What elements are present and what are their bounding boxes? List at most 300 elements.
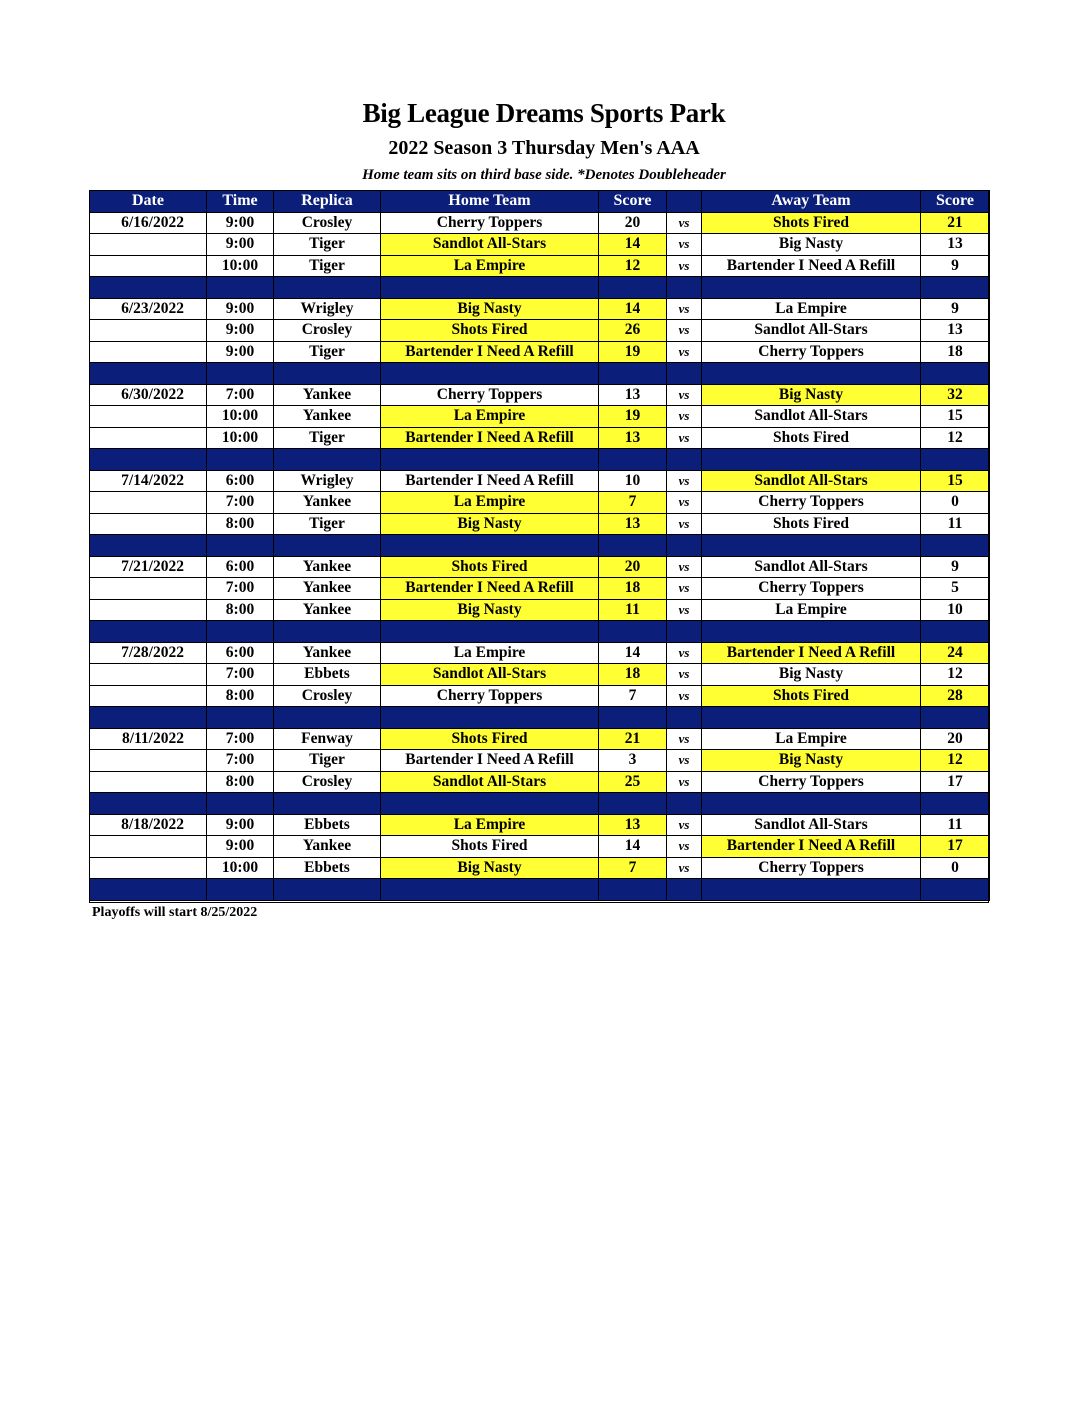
col-header-away-score: Score — [921, 191, 990, 213]
game-row — [90, 771, 990, 793]
separator-cell — [90, 879, 207, 901]
game-date — [90, 857, 207, 879]
game-date: 6/30/2022 — [90, 384, 207, 406]
separator-cell — [702, 535, 921, 557]
home-score: 19 — [599, 406, 667, 428]
vs-label: vs — [667, 728, 702, 750]
game-time: 9:00 — [207, 341, 274, 363]
home-score: 3 — [599, 750, 667, 772]
separator-cell — [921, 879, 990, 901]
away-team: Cherry Toppers — [702, 857, 921, 879]
game-time: 7:00 — [207, 728, 274, 750]
separator-cell — [207, 621, 274, 643]
week-separator — [90, 621, 990, 643]
separator-cell — [599, 707, 667, 729]
vs-label: vs — [667, 685, 702, 707]
vs-label: vs — [667, 642, 702, 664]
vs-label: vs — [667, 234, 702, 256]
separator-cell — [381, 621, 599, 643]
vs-label: vs — [667, 556, 702, 578]
game-replica: Wrigley — [274, 298, 381, 320]
game-date: 6/23/2022 — [90, 298, 207, 320]
separator-cell — [90, 363, 207, 385]
game-date: 7/21/2022 — [90, 556, 207, 578]
schedule-table — [89, 190, 990, 901]
col-header-replica: Replica — [274, 191, 381, 213]
away-score: 11 — [921, 513, 990, 535]
separator-cell — [667, 277, 702, 299]
game-time: 7:00 — [207, 492, 274, 514]
home-team: Shots Fired — [381, 556, 599, 578]
game-time: 8:00 — [207, 771, 274, 793]
game-time: 9:00 — [207, 836, 274, 858]
away-team: Cherry Toppers — [702, 492, 921, 514]
game-row — [90, 664, 990, 686]
vs-label: vs — [667, 814, 702, 836]
separator-cell — [667, 707, 702, 729]
away-score: 9 — [921, 255, 990, 277]
vs-label: vs — [667, 406, 702, 428]
home-team: Sandlot All-Stars — [381, 664, 599, 686]
away-team: Big Nasty — [702, 384, 921, 406]
home-score: 20 — [599, 212, 667, 234]
home-team: Sandlot All-Stars — [381, 234, 599, 256]
game-date — [90, 492, 207, 514]
week-separator — [90, 363, 990, 385]
separator-cell — [381, 449, 599, 471]
away-score: 17 — [921, 771, 990, 793]
separator-cell — [90, 535, 207, 557]
home-team: Bartender I Need A Refill — [381, 750, 599, 772]
home-team: Big Nasty — [381, 599, 599, 621]
separator-cell — [381, 363, 599, 385]
home-score: 13 — [599, 427, 667, 449]
game-date: 8/18/2022 — [90, 814, 207, 836]
week-separator — [90, 535, 990, 557]
game-time: 7:00 — [207, 750, 274, 772]
game-replica: Yankee — [274, 556, 381, 578]
away-team: Big Nasty — [702, 234, 921, 256]
separator-cell — [90, 277, 207, 299]
vs-label: vs — [667, 664, 702, 686]
away-team: Shots Fired — [702, 427, 921, 449]
game-time: 7:00 — [207, 578, 274, 600]
game-replica: Yankee — [274, 599, 381, 621]
away-score: 12 — [921, 664, 990, 686]
away-team: Big Nasty — [702, 750, 921, 772]
game-replica: Yankee — [274, 406, 381, 428]
separator-cell — [702, 621, 921, 643]
separator-cell — [207, 535, 274, 557]
game-date — [90, 771, 207, 793]
away-score: 9 — [921, 298, 990, 320]
vs-label: vs — [667, 470, 702, 492]
separator-cell — [921, 535, 990, 557]
game-replica: Tiger — [274, 341, 381, 363]
home-team: Bartender I Need A Refill — [381, 341, 599, 363]
away-score: 28 — [921, 685, 990, 707]
separator-cell — [381, 793, 599, 815]
game-row — [90, 642, 990, 664]
home-score: 7 — [599, 492, 667, 514]
away-team: Sandlot All-Stars — [702, 814, 921, 836]
game-replica: Tiger — [274, 255, 381, 277]
col-header-away-team: Away Team — [702, 191, 921, 213]
home-team: Bartender I Need A Refill — [381, 470, 599, 492]
home-team: Shots Fired — [381, 320, 599, 342]
separator-cell — [274, 621, 381, 643]
game-date — [90, 234, 207, 256]
separator-cell — [274, 449, 381, 471]
home-score: 14 — [599, 298, 667, 320]
game-date — [90, 513, 207, 535]
separator-cell — [381, 535, 599, 557]
game-date: 7/28/2022 — [90, 642, 207, 664]
away-team: Cherry Toppers — [702, 578, 921, 600]
separator-cell — [90, 621, 207, 643]
separator-cell — [702, 879, 921, 901]
game-replica: Tiger — [274, 427, 381, 449]
away-score: 21 — [921, 212, 990, 234]
game-time: 6:00 — [207, 642, 274, 664]
vs-label: vs — [667, 255, 702, 277]
game-row — [90, 836, 990, 858]
game-time: 10:00 — [207, 427, 274, 449]
game-row — [90, 384, 990, 406]
home-score: 14 — [599, 642, 667, 664]
game-date: 8/11/2022 — [90, 728, 207, 750]
away-score: 11 — [921, 814, 990, 836]
game-replica: Ebbets — [274, 664, 381, 686]
home-score: 11 — [599, 599, 667, 621]
game-time: 9:00 — [207, 212, 274, 234]
away-team: Bartender I Need A Refill — [702, 836, 921, 858]
separator-cell — [702, 449, 921, 471]
away-team: Shots Fired — [702, 685, 921, 707]
game-date — [90, 320, 207, 342]
separator-cell — [274, 793, 381, 815]
game-date — [90, 341, 207, 363]
home-score: 14 — [599, 234, 667, 256]
away-team: Cherry Toppers — [702, 341, 921, 363]
away-score: 13 — [921, 234, 990, 256]
away-score: 0 — [921, 492, 990, 514]
game-replica: Yankee — [274, 492, 381, 514]
away-score: 15 — [921, 470, 990, 492]
separator-cell — [702, 707, 921, 729]
home-score: 26 — [599, 320, 667, 342]
away-score: 32 — [921, 384, 990, 406]
home-score: 19 — [599, 341, 667, 363]
vs-label: vs — [667, 578, 702, 600]
separator-cell — [381, 707, 599, 729]
separator-cell — [207, 363, 274, 385]
schedule-body — [90, 212, 990, 900]
vs-label: vs — [667, 492, 702, 514]
home-team: Sandlot All-Stars — [381, 771, 599, 793]
game-replica: Crosley — [274, 212, 381, 234]
game-replica: Ebbets — [274, 814, 381, 836]
game-time: 9:00 — [207, 234, 274, 256]
game-row — [90, 750, 990, 772]
separator-cell — [207, 449, 274, 471]
away-score: 20 — [921, 728, 990, 750]
vs-label: vs — [667, 384, 702, 406]
game-date — [90, 750, 207, 772]
week-separator — [90, 449, 990, 471]
col-header-time: Time — [207, 191, 274, 213]
game-time: 6:00 — [207, 556, 274, 578]
away-score: 0 — [921, 857, 990, 879]
separator-cell — [667, 363, 702, 385]
separator-cell — [921, 449, 990, 471]
separator-cell — [274, 363, 381, 385]
home-team: La Empire — [381, 406, 599, 428]
home-team: Bartender I Need A Refill — [381, 427, 599, 449]
game-row — [90, 470, 990, 492]
game-row — [90, 685, 990, 707]
separator-cell — [667, 879, 702, 901]
game-row — [90, 556, 990, 578]
separator-cell — [274, 277, 381, 299]
separator-cell — [667, 535, 702, 557]
separator-cell — [90, 793, 207, 815]
schedule-note: Home team sits on third base side. *Denotes Doubleheader — [362, 167, 726, 183]
game-date: 7/14/2022 — [90, 470, 207, 492]
home-score: 7 — [599, 857, 667, 879]
game-time: 9:00 — [207, 320, 274, 342]
separator-cell — [599, 535, 667, 557]
game-time: 10:00 — [207, 406, 274, 428]
home-team: Big Nasty — [381, 513, 599, 535]
game-time: 10:00 — [207, 255, 274, 277]
home-score: 18 — [599, 664, 667, 686]
game-replica: Crosley — [274, 685, 381, 707]
game-date — [90, 685, 207, 707]
away-score: 13 — [921, 320, 990, 342]
game-date — [90, 578, 207, 600]
game-row — [90, 492, 990, 514]
home-team: Cherry Toppers — [381, 212, 599, 234]
header-row — [90, 191, 990, 213]
col-header-date: Date — [90, 191, 207, 213]
vs-label: vs — [667, 298, 702, 320]
separator-cell — [274, 707, 381, 729]
home-team: Cherry Toppers — [381, 685, 599, 707]
separator-cell — [921, 621, 990, 643]
col-header-home-team: Home Team — [381, 191, 599, 213]
home-score: 13 — [599, 513, 667, 535]
away-team: La Empire — [702, 599, 921, 621]
home-score: 14 — [599, 836, 667, 858]
separator-cell — [702, 793, 921, 815]
game-date — [90, 255, 207, 277]
home-score: 10 — [599, 470, 667, 492]
separator-cell — [599, 879, 667, 901]
game-replica: Ebbets — [274, 857, 381, 879]
away-team: La Empire — [702, 728, 921, 750]
game-row — [90, 857, 990, 879]
game-row — [90, 406, 990, 428]
game-time: 9:00 — [207, 298, 274, 320]
vs-label: vs — [667, 750, 702, 772]
vs-label: vs — [667, 513, 702, 535]
separator-cell — [702, 363, 921, 385]
home-score: 7 — [599, 685, 667, 707]
game-row — [90, 298, 990, 320]
vs-label: vs — [667, 599, 702, 621]
game-row — [90, 427, 990, 449]
game-row — [90, 814, 990, 836]
page-subtitle: 2022 Season 3 Thursday Men's AAA — [388, 137, 700, 159]
away-team: Sandlot All-Stars — [702, 470, 921, 492]
game-date — [90, 664, 207, 686]
separator-cell — [90, 707, 207, 729]
game-row — [90, 234, 990, 256]
page-title: Big League Dreams Sports Park — [362, 98, 726, 128]
separator-cell — [667, 449, 702, 471]
vs-label: vs — [667, 212, 702, 234]
away-team: Sandlot All-Stars — [702, 406, 921, 428]
game-row — [90, 255, 990, 277]
away-team: Cherry Toppers — [702, 771, 921, 793]
away-team: Sandlot All-Stars — [702, 556, 921, 578]
home-team: La Empire — [381, 814, 599, 836]
game-row — [90, 513, 990, 535]
vs-label: vs — [667, 320, 702, 342]
away-team: Sandlot All-Stars — [702, 320, 921, 342]
home-team: La Empire — [381, 642, 599, 664]
home-team: Shots Fired — [381, 728, 599, 750]
week-separator — [90, 277, 990, 299]
separator-cell — [274, 879, 381, 901]
away-team: Bartender I Need A Refill — [702, 642, 921, 664]
game-time: 7:00 — [207, 664, 274, 686]
game-row — [90, 212, 990, 234]
vs-label: vs — [667, 771, 702, 793]
game-time: 8:00 — [207, 685, 274, 707]
game-time: 9:00 — [207, 814, 274, 836]
separator-cell — [207, 277, 274, 299]
separator-cell — [207, 793, 274, 815]
home-score: 13 — [599, 384, 667, 406]
home-team: Cherry Toppers — [381, 384, 599, 406]
game-row — [90, 320, 990, 342]
game-replica: Tiger — [274, 750, 381, 772]
separator-cell — [921, 363, 990, 385]
game-replica: Tiger — [274, 513, 381, 535]
home-score: 21 — [599, 728, 667, 750]
away-score: 15 — [921, 406, 990, 428]
game-time: 7:00 — [207, 384, 274, 406]
home-score: 12 — [599, 255, 667, 277]
separator-cell — [921, 707, 990, 729]
game-replica: Tiger — [274, 234, 381, 256]
away-team: Big Nasty — [702, 664, 921, 686]
game-date — [90, 836, 207, 858]
home-team: La Empire — [381, 492, 599, 514]
away-team: La Empire — [702, 298, 921, 320]
game-row — [90, 599, 990, 621]
separator-cell — [702, 277, 921, 299]
separator-cell — [207, 707, 274, 729]
game-replica: Yankee — [274, 578, 381, 600]
separator-cell — [381, 879, 599, 901]
separator-cell — [207, 879, 274, 901]
away-score: 17 — [921, 836, 990, 858]
away-score: 10 — [921, 599, 990, 621]
home-team: Big Nasty — [381, 857, 599, 879]
week-separator — [90, 707, 990, 729]
home-team: Bartender I Need A Refill — [381, 578, 599, 600]
away-team: Shots Fired — [702, 513, 921, 535]
home-team: Big Nasty — [381, 298, 599, 320]
vs-label: vs — [667, 427, 702, 449]
game-time: 6:00 — [207, 470, 274, 492]
separator-cell — [599, 449, 667, 471]
home-team: Shots Fired — [381, 836, 599, 858]
game-date — [90, 599, 207, 621]
away-score: 12 — [921, 750, 990, 772]
away-score: 24 — [921, 642, 990, 664]
separator-cell — [921, 277, 990, 299]
home-score: 20 — [599, 556, 667, 578]
game-replica: Yankee — [274, 642, 381, 664]
vs-label: vs — [667, 836, 702, 858]
separator-cell — [667, 793, 702, 815]
week-separator — [90, 793, 990, 815]
vs-label: vs — [667, 341, 702, 363]
separator-cell — [599, 621, 667, 643]
game-replica: Crosley — [274, 771, 381, 793]
away-score: 18 — [921, 341, 990, 363]
separator-cell — [599, 363, 667, 385]
away-score: 9 — [921, 556, 990, 578]
away-team: Shots Fired — [702, 212, 921, 234]
game-replica: Crosley — [274, 320, 381, 342]
game-replica: Fenway — [274, 728, 381, 750]
separator-cell — [921, 793, 990, 815]
separator-cell — [274, 535, 381, 557]
home-score: 13 — [599, 814, 667, 836]
home-score: 18 — [599, 578, 667, 600]
away-team: Bartender I Need A Refill — [702, 255, 921, 277]
separator-cell — [667, 621, 702, 643]
playoffs-note: Playoffs will start 8/25/2022 — [92, 905, 258, 920]
away-score: 5 — [921, 578, 990, 600]
week-separator — [90, 879, 990, 901]
game-replica: Yankee — [274, 384, 381, 406]
separator-cell — [381, 277, 599, 299]
away-score: 12 — [921, 427, 990, 449]
game-replica: Yankee — [274, 836, 381, 858]
game-date — [90, 406, 207, 428]
home-score: 25 — [599, 771, 667, 793]
vs-label: vs — [667, 857, 702, 879]
game-time: 10:00 — [207, 857, 274, 879]
game-time: 8:00 — [207, 599, 274, 621]
game-row — [90, 728, 990, 750]
game-time: 8:00 — [207, 513, 274, 535]
separator-cell — [90, 449, 207, 471]
game-date — [90, 427, 207, 449]
game-row — [90, 341, 990, 363]
col-header-home-score: Score — [599, 191, 667, 213]
game-replica: Wrigley — [274, 470, 381, 492]
home-team: La Empire — [381, 255, 599, 277]
col-header-vs — [667, 191, 702, 213]
separator-cell — [599, 793, 667, 815]
